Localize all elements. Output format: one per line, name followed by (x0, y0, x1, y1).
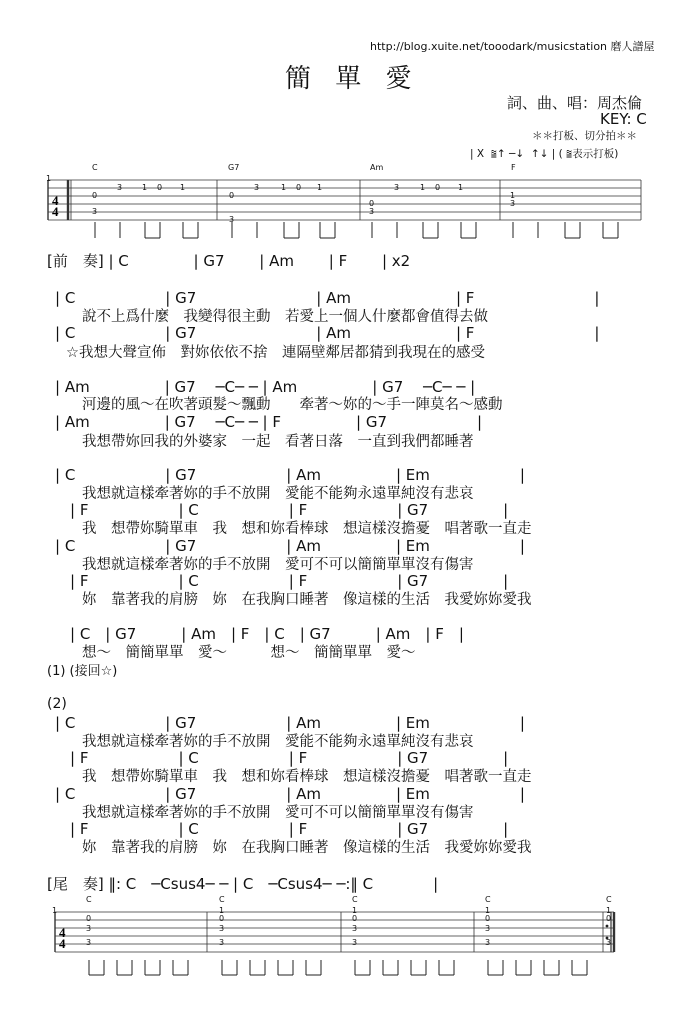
tab-number: 3 (394, 183, 400, 192)
tab-number: 3 (352, 938, 358, 947)
bridge-chords: | C | G7 | Am | F | C | G7 | Am | F | (70, 625, 464, 643)
svg-text:4: 4 (59, 936, 66, 951)
tab-number: 0 (229, 191, 235, 200)
tab2-chord: C (485, 895, 491, 904)
tab-number: 3 (86, 924, 92, 933)
tab2-chord: C (606, 895, 612, 904)
tab-number: 3 (254, 183, 260, 192)
tab-number: 3 (606, 938, 612, 947)
tab-number: 1 (180, 183, 186, 192)
chorus-lyric-3: 我想就這樣牽著妳的手不放開 愛可不可以簡簡單單沒有傷害 (82, 557, 474, 573)
chorus-lyric-1: 我想就這樣牽著妳的手不放開 愛能不能夠永遠單純沒有悲哀 (82, 486, 474, 502)
tab-number: 1 (458, 183, 464, 192)
verse1-chords-2: | C | G7 | Am | F | (55, 324, 600, 342)
tab1-chord: G7 (228, 163, 240, 172)
chorus2-lyric-2: 我 想帶妳騎單車 我 想和妳看棒球 想這樣沒擔憂 唱著歌一直走 (82, 769, 532, 785)
song-key: KEY: C (600, 110, 647, 128)
tab-number: 1 (142, 183, 148, 192)
tab-number: 0 (606, 914, 612, 923)
chorus2-lyric-4: 妳 靠著我的肩膀 妳 在我胸口睡著 像這樣的生活 我愛妳妳愛我 (82, 840, 532, 856)
tab-number: 0 (219, 914, 225, 923)
tab-number: 3 (510, 199, 516, 208)
tab-number: 1 (317, 183, 323, 192)
chorus-chords-3: | C | G7 | Am | Em | (55, 537, 525, 555)
credits: 詞、曲、唱：周杰倫 (507, 94, 643, 112)
tab-number: 1 (352, 906, 358, 915)
strum-legend: | X ⩰↑ ─↓ ↑↓ | ( ⩰表示打板) (470, 148, 619, 160)
tab-number: 0 (352, 914, 358, 923)
tab-number: 1 (510, 191, 516, 200)
tab1-chord: Am (370, 163, 384, 172)
tab-number: 1 (281, 183, 287, 192)
tab-staff-1 (48, 180, 641, 220)
verse2-lyric-2: 我想帶妳回我的外婆家 一起 看著日落 一直到我們都睡著 (82, 434, 474, 450)
intro-line: [前 奏] | C | G7 | Am | F | x2 (47, 252, 411, 270)
tab-number: 1 (420, 183, 426, 192)
tab-number: 1 (485, 906, 491, 915)
tab-number: 3 (219, 938, 225, 947)
tab-number: 0 (485, 914, 491, 923)
tab-number: 0 (157, 183, 163, 192)
chorus2-lyric-3: 我想就這樣牽著妳的手不放開 愛可不可以簡簡單單沒有傷害 (82, 805, 474, 821)
verse2-lyric-1: 河邊的風～在吹著頭髮～飄動 牽著～妳的～手一陣莫名～感動 (82, 397, 503, 413)
bridge-lyric: 想～ 簡簡單單 愛～ 想～ 簡簡單單 愛～ (82, 645, 416, 661)
tab-staff-2 (55, 912, 614, 952)
chorus-chords-2: | F | C | F | G7 | (70, 501, 509, 519)
tab-number: 0 (296, 183, 302, 192)
source-url: http://blog.xuite.net/tooodark/musicstation 磨人譜屋 (370, 40, 655, 53)
tab-number: 3 (229, 215, 235, 224)
tab-number: 3 (369, 207, 375, 216)
tab2-chord: C (219, 895, 225, 904)
tab2-chord: C (86, 895, 92, 904)
tab-number: 0 (86, 914, 92, 923)
chorus2-chords-1: | C | G7 | Am | Em | (55, 714, 525, 732)
tab-number: 1 (46, 174, 52, 183)
tab-number: 1 (219, 906, 225, 915)
strum-note: ＊＊打板、切分拍＊＊ (532, 130, 637, 142)
repeat-note: (1) (接回☆) (47, 664, 118, 679)
tab-staff-2-beats (89, 960, 587, 975)
tab1-chord: C (92, 163, 98, 172)
chorus2-chords-2: | F | C | F | G7 | (70, 749, 509, 767)
chorus-lyric-2: 我 想帶妳騎單車 我 想和妳看棒球 想這樣沒擔憂 唱著歌一直走 (82, 521, 532, 537)
tab-number: 3 (86, 938, 92, 947)
svg-text:4: 4 (52, 204, 59, 219)
tab-number: 1 (52, 906, 58, 915)
tab-number: 0 (92, 191, 98, 200)
verse1-lyric-2: ☆我想大聲宣佈 對妳依依不捨 連隔壁鄰居都猜到我現在的感受 (66, 345, 485, 361)
tab-number: 3 (485, 924, 491, 933)
tab-number: 3 (219, 924, 225, 933)
chorus-lyric-4: 妳 靠著我的肩膀 妳 在我胸口睡著 像這樣的生活 我愛妳妳愛我 (82, 592, 532, 608)
tab1-chord: F (511, 163, 516, 172)
svg-text:4: 4 (59, 925, 66, 940)
verse1-chords-1: | C | G7 | Am | F | (55, 289, 600, 307)
verse1-lyric-1: 說不上爲什麼 我變得很主動 若愛上一個人什麼都會值得去做 (82, 309, 488, 325)
tab-number: 1 (606, 906, 612, 915)
part2-marker: (2) (47, 696, 67, 712)
song-title: 簡 單 愛 (285, 64, 420, 94)
tab-staff-1-beats (95, 222, 618, 238)
verse2-chords-2: | Am | G7 ─C─ ─ | F | G7 | (55, 413, 483, 431)
tab-number: 0 (369, 199, 375, 208)
chorus2-chords-3: | C | G7 | Am | Em | (55, 785, 525, 803)
tab-number: 0 (435, 183, 441, 192)
tab-number: 3 (92, 207, 98, 216)
svg-text:4: 4 (52, 193, 59, 208)
chorus-chords-1: | C | G7 | Am | Em | (55, 466, 525, 484)
verse2-chords-1: | Am | G7 ─C─ ─ | Am | G7 ─C─ ─ | (55, 378, 476, 396)
chorus-chords-4: | F | C | F | G7 | (70, 572, 509, 590)
tab-number: 3 (485, 938, 491, 947)
chorus2-lyric-1: 我想就這樣牽著妳的手不放開 愛能不能夠永遠單純沒有悲哀 (82, 734, 474, 750)
outro-line: [尾 奏] ‖: C ─Csus4─ ─ | C ─Csus4─ ─:‖ C | (47, 875, 439, 893)
tab2-chord: C (352, 895, 358, 904)
chorus2-chords-4: | F | C | F | G7 | (70, 820, 509, 838)
tab-number: 3 (117, 183, 123, 192)
tab-number: 3 (352, 924, 358, 933)
